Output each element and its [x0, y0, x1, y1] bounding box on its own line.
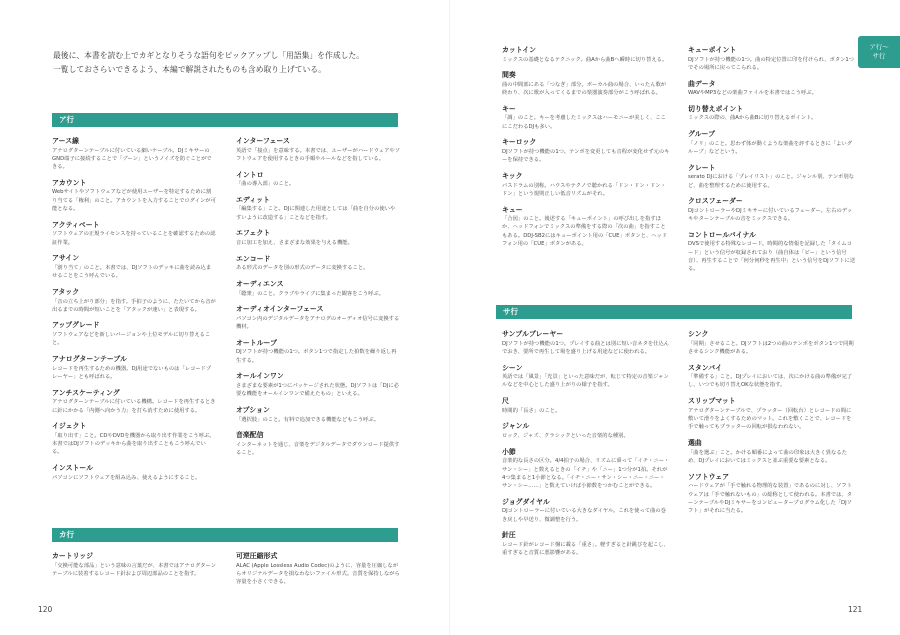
glossary-definition: 「聴衆」のこと。クラブやライブに集まった観客をこう呼ぶ。 [236, 290, 385, 297]
glossary-term: シーン [502, 363, 523, 372]
glossary-entry [502, 531, 670, 557]
ka-column-1 [52, 552, 216, 586]
glossary-entry [502, 105, 670, 131]
glossary-term: キック [502, 172, 523, 181]
glossary-definition: ミックスの基礎となるテクニック。曲Aから曲Bへ瞬時に切り替える。 [502, 56, 668, 63]
glossary-term: キー [502, 104, 516, 113]
glossary-entry [688, 231, 856, 274]
glossary-definition: レコード針がレコード盤に載る「重さ」。軽すぎると針跳びを起こし、重すぎると音質に悪影響がある。 [502, 542, 669, 557]
glossary-entry [502, 138, 670, 164]
glossary-definition: DJソフトが持つ機能の1つ。曲の特定位置に印を付けられ、ボタン1つでその場所に戻ってこられる。 [688, 56, 855, 71]
section-header-sa: サ行 [496, 305, 852, 319]
glossary-term: エンコード [236, 254, 271, 263]
index-tab [858, 36, 900, 68]
glossary-term: エディット [236, 195, 270, 204]
glossary-definition: 「曲を選ぶ」こと。かける順番によって曲の印象は大きく異なるため、DJプレイにおいてはミックスと並ぶ重要な要素となる。 [688, 449, 847, 464]
sa-column-2 [688, 330, 856, 523]
glossary-term: アサイン [52, 254, 80, 263]
glossary-definition: DJソフトが持つ機能の1つ。テンポを変更しても音程が変化せず元のキーを保持できる。 [502, 149, 670, 164]
glossary-entry [236, 406, 400, 424]
glossary-term: スタンバイ [688, 363, 722, 372]
glossary-term: オールインワン [236, 372, 284, 381]
glossary-entry [236, 305, 400, 331]
glossary-definition: 曲の中間部にある「つなぎ」部分。ボーカル曲の場合、いったん歌が終わり、次に歌が入ってくるまでの楽器演奏部分がこう呼ばれる。 [502, 81, 667, 97]
glossary-entry [502, 498, 670, 524]
glossary-entry [688, 105, 856, 123]
glossary-entry [52, 221, 216, 247]
glossary-definition: DJソフトが持つ機能の1つ。プレイする曲とは別に短い音ネタを仕込んでおき、要所で再生して場を盛り上げる用途などに使われる。 [502, 340, 670, 355]
glossary-definition: レコードを再生するための機器。DJ用途でないものは「レコードプレーヤー」とも呼ばれる。 [52, 365, 212, 380]
glossary-definition: 「合図」のこと。後述する「キューポイント」の呼び出しを指すほか、ヘッドフォンでミックスの準備をする際の「次の曲」を指すこともある。DDJ-SB2にはキューポイント用の「CUE」ボタンと、ヘッドフォン用の「CUE」ボタンがある。 [502, 216, 668, 248]
glossary-entry [502, 422, 670, 440]
glossary-entry [688, 330, 856, 356]
glossary-definition: WAVやMP3などの楽曲ファイルを本書ではこう呼ぶ。 [688, 90, 817, 97]
index-tab-line-1: ア行〜 [869, 43, 889, 51]
glossary-term: エフェクト [236, 229, 271, 238]
glossary-entry [688, 130, 856, 156]
glossary-entry [502, 330, 670, 356]
intro-line-2: 一覧しておさらいできるよう、本編で解説されたものも含め取り上げている。 [53, 64, 326, 74]
glossary-term: シンク [688, 330, 709, 338]
glossary-entry [236, 171, 400, 189]
glossary-entry [52, 552, 216, 578]
glossary-definition: 英語では「風景」「光景」といった意味だが、転じて特定の音楽ジャンルなどを中心とした盛り上がりの様子を指す。 [502, 374, 669, 389]
glossary-term: アタック [52, 287, 80, 296]
glossary-term: ジョグダイヤル [502, 497, 550, 506]
glossary-definition: さまざまな要素が1つにパッケージされた状態。DJソフトは「DJに必要な機能をオールインワンで備えたもの」といえる。 [236, 383, 399, 398]
a-column-2 [236, 137, 400, 465]
page-number-right: 121 [848, 605, 863, 614]
glossary-definition: DJコントローラーやDJミキサーに付いているフェーダー。左右のデッキやターンテーブルの音をミックスできる。 [688, 207, 853, 223]
glossary-entry [52, 254, 216, 280]
glossary-definition: ロック、ジャズ、クラシックといった音楽的な種別。 [502, 433, 629, 440]
glossary-definition: 時間的「長さ」のこと。 [502, 407, 561, 414]
glossary-term: アース線 [52, 137, 80, 145]
glossary-term: アンチスケーティング [52, 388, 120, 397]
glossary-entry [688, 197, 856, 223]
ka-column-2 [236, 552, 400, 594]
glossary-term: 尺 [502, 397, 509, 406]
intro-text [53, 49, 403, 76]
glossary-definition: 音楽的な長さの区分。4/4拍子の場合、リズムに乗って「イチ・ニー・サン・シー」と数えるときの「イチ」や「ニー」1つ分が1拍。それが4つ集まると1小節となる。「イチ・ニー・サン・シー・ニー・ニー・サン・シー……」と数えていけば小節数をつかむことができる。 [502, 458, 670, 490]
glossary-term: イジェクト [52, 422, 87, 431]
glossary-term: アクティベート [52, 220, 100, 229]
glossary-entry [502, 364, 670, 390]
glossary-entry [688, 80, 856, 98]
glossary-definition: 「選択肢」のこと。有料で追加できる機能などもこう呼ぶ。 [236, 416, 380, 423]
glossary-term: クレート [688, 163, 716, 172]
glossary-term: アカウント [52, 178, 87, 187]
glossary-definition: 「準備する」こと。DJプレイにおいては、次にかける曲の準備が完了し、いつでも切り替えOKな状態を指す。 [688, 374, 853, 389]
glossary-entry [52, 179, 216, 213]
glossary-definition: パソコンにソフトウェアを組み込み、使えるようにすること。 [52, 474, 201, 481]
glossary-definition: ALAC (Apple Lossless Audio Codec)のように、容量を圧縮しながらオリジナルデータを損なわないファイル形式。音質を保持しながら容量を小さくできる。 [236, 562, 400, 586]
glossary-entry [236, 339, 400, 365]
glossary-definition: パソコン内のデジタルデータをアナログのオーディオ信号に変換する機材。 [236, 315, 400, 331]
glossary-term: キーロック [502, 138, 537, 147]
glossary-definition: 「交換可能な部品」という意味の言葉だが、本書ではアナログターンテーブルに装着するレコード針および周辺部品のことを指す。 [52, 562, 216, 577]
glossary-definition: インターネットを通じ、音楽をデジタルデータでダウンロード提供すること。 [236, 441, 400, 457]
glossary-term: 音楽配信 [236, 431, 264, 440]
glossary-entry [688, 164, 856, 190]
glossary-term: アップグレード [52, 321, 100, 330]
glossary-definition: Webサイトやソフトウェアなどが使用ユーザーを特定するために割り当てる「権利」のこと。アカウントを入力することでログインが可能となる。 [52, 189, 216, 213]
glossary-entry [52, 288, 216, 314]
glossary-entry [688, 364, 856, 390]
glossary-definition: 「調」のこと。キーを考慮したミックスはハーモニーが美しく、ここにこだわるDJも多い。 [502, 115, 666, 130]
glossary-entry [502, 46, 670, 64]
glossary-definition: 「曲の導入部」のこと。 [236, 181, 295, 188]
glossary-entry [52, 389, 216, 415]
glossary-term: 曲データ [688, 79, 716, 88]
glossary-entry [502, 172, 670, 198]
glossary-definition: 「ノリ」のこと。思わず体が動くような楽曲を評するときに「よいグルーブ」などという。 [688, 140, 852, 156]
glossary-entry [502, 71, 670, 97]
glossary-entry [502, 448, 670, 491]
glossary-entry [236, 431, 400, 457]
glossary-term: コントロールバイナル [688, 230, 756, 239]
glossary-definition: ある形式のデータを別の形式のデータに変換すること。 [236, 265, 369, 272]
glossary-term: ソフトウェア [688, 472, 730, 481]
glossary-definition: アナログターンテーブルで、プラッター（回転台）とレコードの間に敷いて滑りをよくするためのマット。これを敷くことで、レコードを手で触ってもプラッターの回転が損なわれない。 [688, 407, 852, 431]
glossary-term: オプション [236, 406, 270, 415]
glossary-definition: ハードウェアが「手で触れる物理的な装置」であるのに対し、ソフトウェアは「手で触れないもの」の総称として使われる。本書では、ターンテーブルやDJミキサーをコンピュータープログラム化した「DJソフト」がそれに当たる。 [688, 483, 852, 515]
glossary-entry [236, 137, 400, 163]
glossary-term: キュー [502, 205, 523, 214]
glossary-entry [502, 397, 670, 415]
glossary-definition: ソフトウェアなどを新しいバージョンや上位モデルに切り替えること。 [52, 332, 211, 347]
glossary-definition: ソフトウェアの正規ライセンスを持っていることを確認するための認証作業。 [52, 231, 216, 246]
glossary-entry [688, 439, 856, 465]
glossary-definition: 音に加工を加え、さまざまな効果を与える機能。 [236, 240, 353, 247]
glossary-entry [52, 355, 216, 381]
glossary-term: グルーブ [688, 130, 716, 139]
glossary-term: インターフェース [236, 137, 290, 145]
glossary-definition: DJソフトが持つ機能の1つ。ボタン1つで指定した拍数を繰り返し再生する。 [236, 349, 397, 364]
glossary-entry [236, 280, 400, 298]
glossary-entry [52, 321, 216, 347]
glossary-term: サンプルプレーヤー [502, 330, 564, 338]
glossary-definition: 「取り出す」こと。CDやDVDを機器から取り出す作業をこう呼ぶ。本書ではDJソフトのデッキから曲を取り出すこともこう呼んでいる。 [52, 432, 215, 456]
glossary-entry [688, 46, 856, 72]
ka-right-column-2 [688, 46, 856, 281]
glossary-entry [688, 473, 856, 516]
glossary-definition: 「割り当て」のこと。本書では、DJソフトのデッキに曲を読み込ませることをこう呼んでいる。 [52, 264, 212, 280]
glossary-entry [52, 137, 216, 171]
glossary-term: オーディオインターフェース [236, 305, 324, 314]
glossary-term: 切り替えポイント [688, 104, 744, 113]
glossary-definition: 「編集する」こと。DJに関連した用途としては「曲を自分の使いやすいように改造する」ことなどを指す。 [236, 206, 396, 221]
page-number-left: 120 [38, 605, 53, 614]
glossary-definition: DJコントローラーに付いている大きなダイヤル。これを使って曲の巻き戻しや早送り、微調整を行う。 [502, 508, 666, 523]
glossary-term: イントロ [236, 170, 264, 179]
glossary-term: アナログターンテーブル [52, 355, 127, 364]
glossary-definition: ミックスの際の、曲Aから曲Bに切り替えるポイント。 [688, 115, 817, 122]
glossary-term: ジャンル [502, 422, 530, 431]
glossary-definition: 「音の立ち上がり部分」を指す。手拍子のように、たたいてから音が出るまでの時間が短いことを「アタックが速い」と表現する。 [52, 298, 216, 313]
glossary-term: 小節 [502, 447, 516, 456]
glossary-term: キューポイント [688, 46, 737, 54]
glossary-definition: バスドラムの別称。ハウスやテクノで聴かれる「ドン・ドン・ドン・ドン」という規則正しい低音リズムがそれ。 [502, 182, 666, 197]
glossary-term: 選曲 [688, 439, 702, 448]
glossary-entry [52, 464, 216, 482]
glossary-term: カートリッジ [52, 552, 94, 560]
glossary-definition: serato DJにおける「プレイリスト」のこと。ジャンル別、テンポ別など、曲を整理するために使用する。 [688, 174, 855, 189]
section-header-a: ア行 [52, 113, 398, 127]
glossary-term: 針圧 [502, 531, 516, 540]
glossary-definition: アナログターンテーブルに付いている細いケーブル。DJミキサーのGND端子に接続することで「ブーン」というノイズを防ぐことができる。 [52, 147, 212, 171]
glossary-term: 可逆圧縮形式 [236, 552, 278, 560]
index-tab-line-2: サ行 [872, 52, 886, 60]
glossary-entry [688, 397, 856, 431]
glossary-definition: 英語で「接点」を意味する。本書では、ユーザーがハードウェアやソフトウェアを使用するときの手順やルールなどを指している。 [236, 147, 400, 162]
glossary-entry [236, 255, 400, 273]
section-header-ka: カ行 [52, 528, 398, 542]
glossary-entry [236, 196, 400, 222]
glossary-entry [236, 229, 400, 247]
intro-line-1: 最後に、本書を読む上でカギとなりそうな語句をピックアップし「用語集」を作成した。 [53, 51, 365, 60]
ka-right-column-1 [502, 46, 670, 256]
a-column-1 [52, 137, 216, 489]
glossary-term: クロスフェーダー [688, 197, 743, 206]
right-page [450, 0, 900, 635]
glossary-definition: 「同期」させること。DJソフトは2つの曲のテンポをボタン1つで同期させるシンク機能がある。 [688, 340, 854, 355]
sa-column-1 [502, 330, 670, 565]
glossary-term: 間奏 [502, 71, 516, 80]
glossary-definition: アナログターンテーブルに付いている機構。レコードを再生するときに針にかかる「内側へ向かう力」を打ち消すために使用する。 [52, 399, 216, 414]
glossary-term: スリップマット [688, 397, 736, 406]
glossary-term: オーディエンス [236, 280, 284, 288]
glossary-term: インストール [52, 464, 93, 473]
glossary-definition: DVSで使用する特殊なレコード。時間的な情報を記録した「タイムコード」という信号が収録されており（曲自体は「ピー」という信号音）、再生することで「何分何秒を再生中」という信号をDJソフトに送る。 [688, 241, 856, 273]
glossary-entry [236, 552, 400, 586]
glossary-term: オートループ [236, 338, 277, 347]
glossary-entry [236, 372, 400, 398]
glossary-term: カットイン [502, 46, 537, 54]
glossary-entry [52, 422, 216, 456]
glossary-entry [502, 206, 670, 249]
